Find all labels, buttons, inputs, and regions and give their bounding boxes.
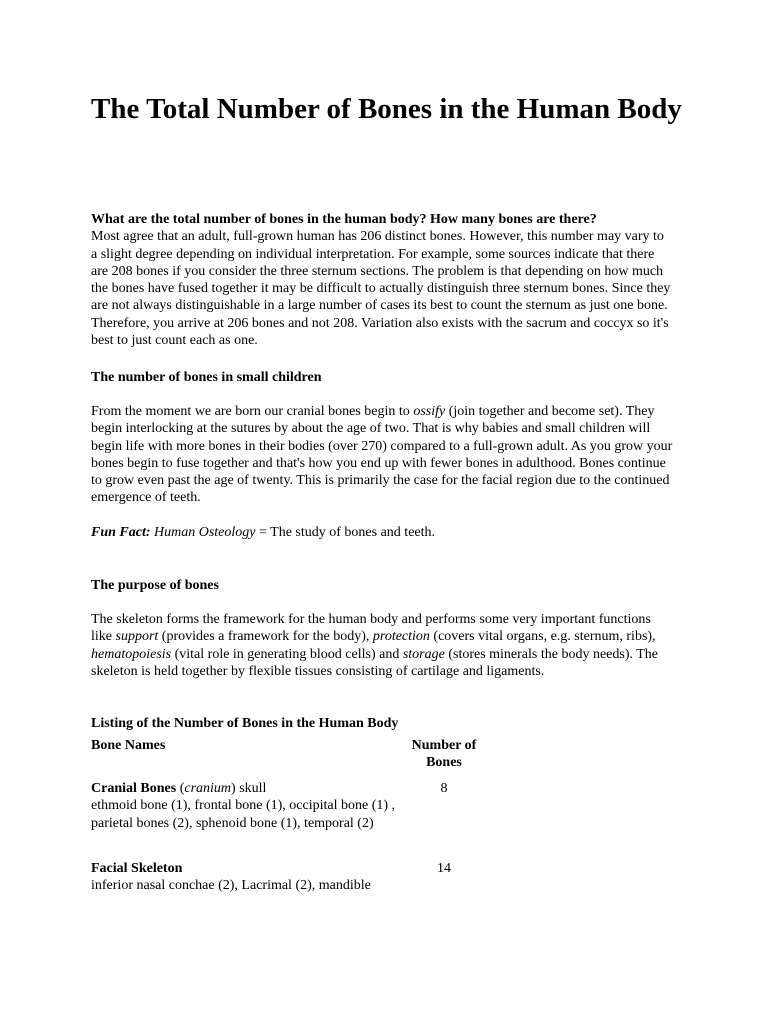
bone-group-suffix: skull — [235, 781, 267, 796]
purpose-text: (stores minerals the body needs). The skeleton is held together by flexible tissues consisting of cartilage and ligaments. — [91, 646, 659, 679]
protection-term: protection — [372, 629, 430, 645]
ossify-term: ossify — [413, 404, 446, 419]
bone-group-name: Cranial Bones — [91, 781, 177, 796]
bone-group-name: Facial Skeleton — [91, 861, 183, 876]
purpose-heading: The purpose of bones — [91, 578, 219, 593]
purpose-text: (covers vital organs, e.g. sternum, ribs), — [429, 629, 656, 645]
bone-group-detail: inferior nasal conchae (2), Lacrimal (2), mandible — [91, 878, 371, 894]
children-paragraph — [91, 403, 673, 507]
bone-group-latin: cranium — [184, 781, 232, 796]
bone-count: 8 — [440, 781, 448, 796]
listing-heading: Listing of the Number of Bones in the Human Body — [91, 716, 399, 731]
support-term: support — [115, 629, 159, 645]
purpose-text: The skeleton forms the framework for the human body and performs some very important functions like — [91, 612, 651, 645]
column-header-count: Number of Bones — [411, 738, 477, 771]
storage-term: storage — [402, 646, 445, 662]
purpose-text: (vital role in generating blood cells) and — [171, 646, 403, 662]
hematopoiesis-term: hematopoiesis — [91, 646, 172, 662]
intro-section — [91, 211, 673, 349]
bone-group-detail: ethmoid bone (1), frontal bone (1), occipital bone (1) , parietal bones (2), sphenoid bone (1), temporal (2) — [91, 798, 396, 831]
fun-fact — [91, 524, 673, 541]
fun-fact-text: = The study of bones and teeth. — [255, 525, 436, 540]
column-header-names: Bone Names — [91, 738, 166, 753]
bone-count: 14 — [437, 861, 451, 876]
children-heading: The number of bones in small children — [91, 370, 322, 385]
table-row: Cranial Bones (cranium) skull ethmoid bone (1), frontal bone (1), occipital bone (1) , parietal bones (2), sphenoid bone (1), temporal (2) — [91, 781, 396, 831]
fun-fact-label: Fun Fact: — [91, 525, 151, 540]
table-row — [91, 860, 396, 895]
children-text: From the moment we are born our cranial bones begin to — [91, 404, 414, 419]
fun-fact-term: Human Osteology — [154, 525, 256, 540]
intro-question: What are the total number of bones in the human body? How many bones are there? — [91, 212, 597, 227]
purpose-text: (provides a framework for the body), — [158, 629, 373, 645]
intro-answer: Most agree that an adult, full-grown human has 206 distinct bones. However, this number may vary to a slight degree depending on individual interpretation. For example, some sources indicate that there are 208 bones if you consider the three sternum sections. The problem is that depending on how much the bones have fused together it may be difficult to actually distinguish three sternum bones. Since they are not always distinguishable in a large number of cases its best to count the sternum as just one bone. Therefore, you arrive at 206 bones and not 208. Variation also exists with the sacrum and coccyx so it's best to just count each as one. — [91, 229, 671, 349]
purpose-paragraph — [91, 611, 673, 680]
page-title: The Total Number of Bones in the Human Body — [91, 93, 682, 125]
children-text-cont: (join together and become set). They begin interlocking at the sutures by about the age of two. That is why babies and small children will begin life with more bones in their bodies (over 270) compared to a full-grown adult. As you grow your bones begin to fuse together and that's how you end up with fewer bones in adulthood. Bones continue to grow even past the age of twenty. This is primarily the case for the facial region due to the continued emergence of teeth. — [91, 404, 673, 506]
